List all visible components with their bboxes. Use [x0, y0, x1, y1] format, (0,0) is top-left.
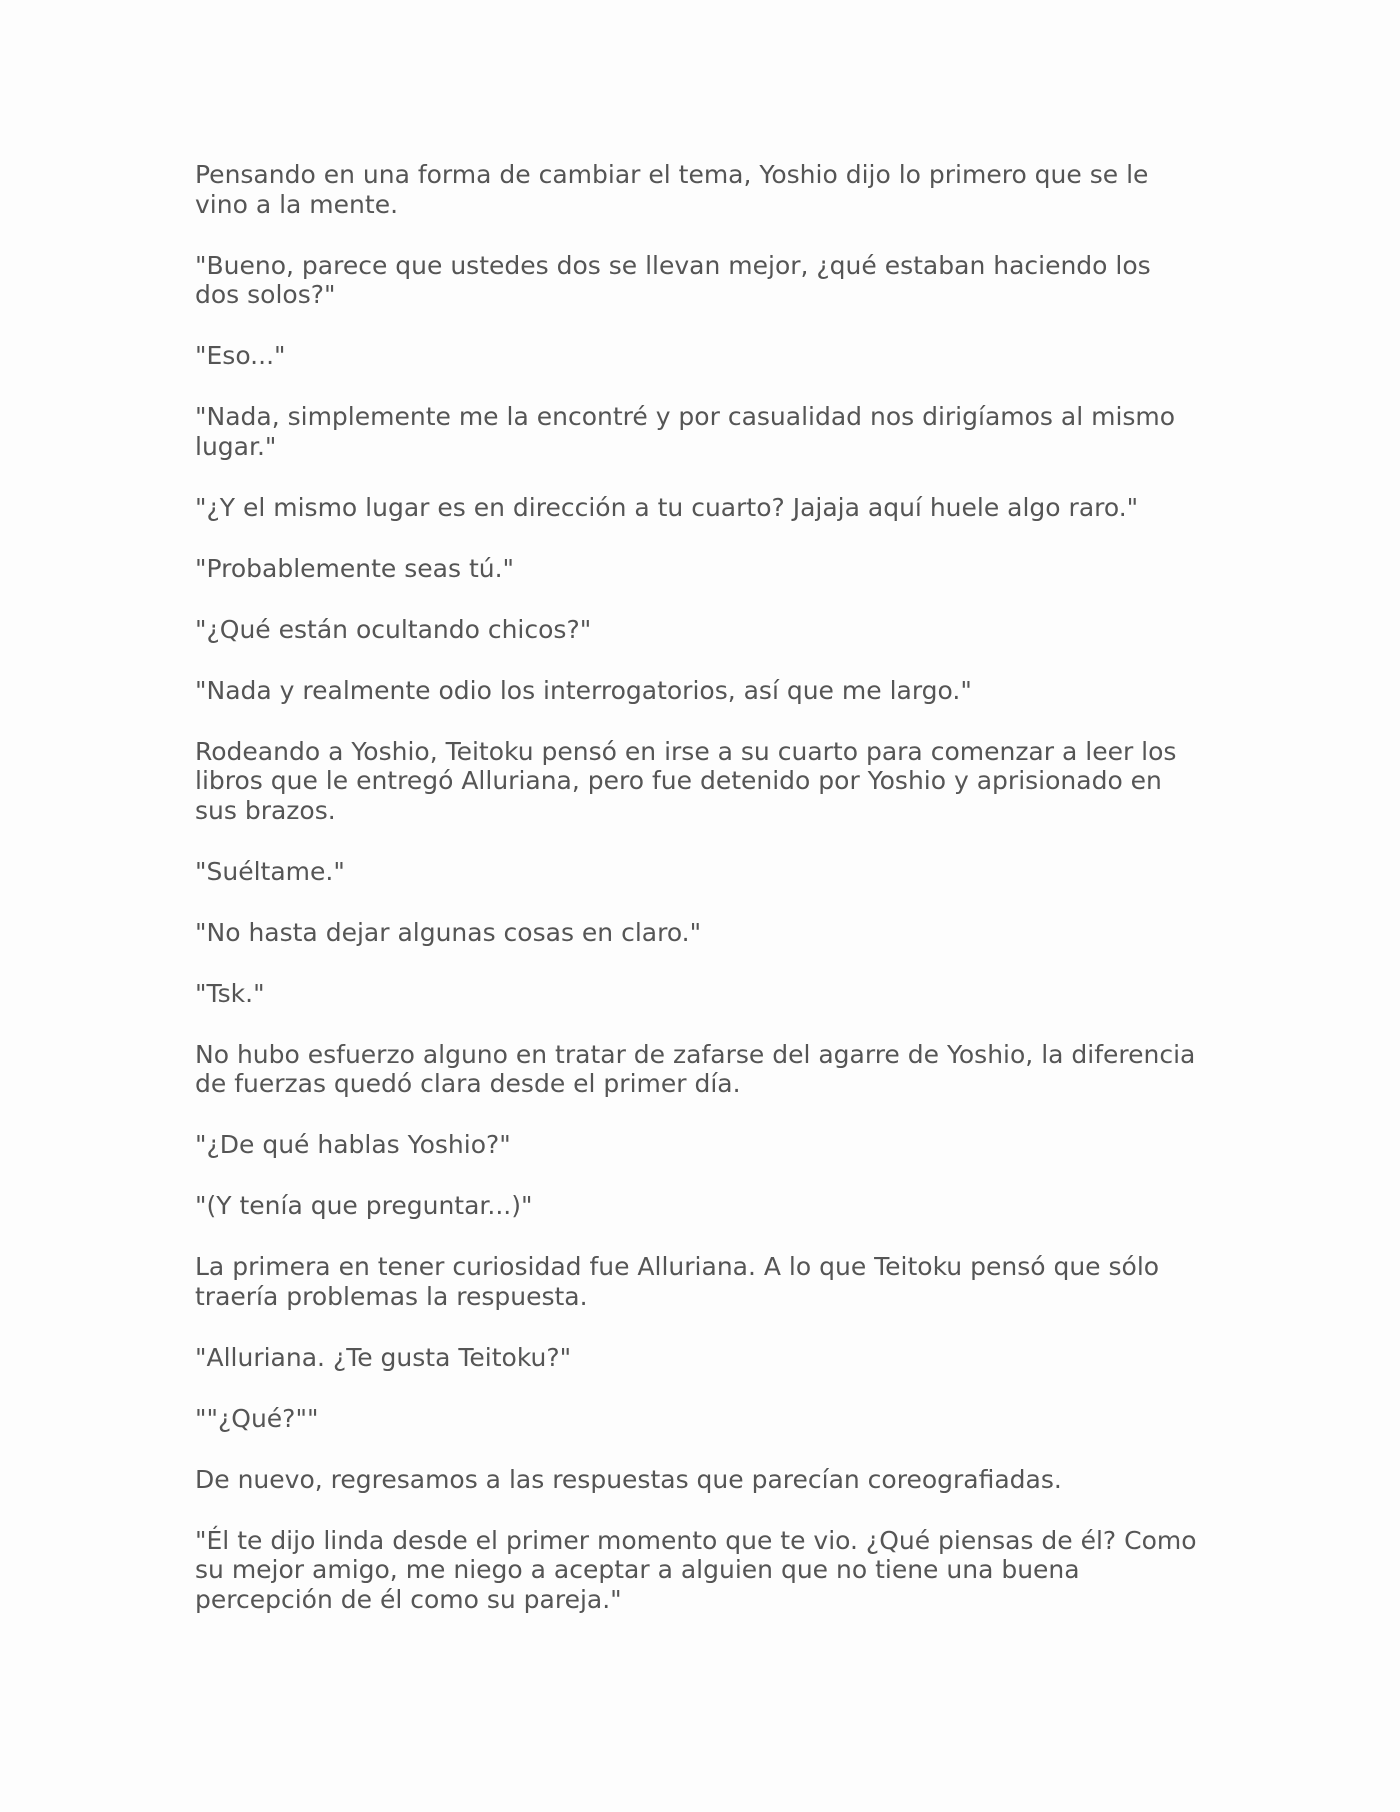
paragraph-line: de fuerzas quedó clara desde el primer día. [195, 1069, 741, 1098]
paragraph-line: "Suéltame." [195, 856, 345, 886]
paragraph-line: "Probablemente seas tú." [195, 553, 515, 583]
paragraph [195, 251, 1215, 310]
paragraph-line: percepción de él como su pareja." [195, 1584, 622, 1614]
paragraph [195, 979, 1215, 1009]
paragraph-line: lugar." [195, 431, 277, 461]
paragraph-line: "(Y tenía que preguntar...)" [195, 1191, 533, 1220]
paragraph-line: ""¿Qué?"" [195, 1403, 319, 1433]
paragraph [195, 737, 1215, 826]
paragraph-line: vino a la mente. [195, 189, 399, 219]
paragraph-line: sus brazos. [195, 795, 336, 825]
paragraph [195, 918, 1215, 948]
paragraph [195, 554, 1215, 584]
paragraph [195, 1252, 1215, 1311]
paragraph-line: La primera en tener curiosidad fue Alluriana. A lo que Teitoku pensó que sólo [195, 1252, 1160, 1281]
paragraph [195, 493, 1215, 523]
paragraph-line: "¿Y el mismo lugar es en dirección a tu cuarto? Jajaja aquí huele algo raro." [195, 492, 1139, 522]
paragraph [195, 1404, 1215, 1434]
paragraph-line: "¿De qué hablas Yoshio?" [195, 1130, 511, 1159]
paragraph-line: "Nada, simplemente me la encontré y por casualidad nos dirigíamos al mismo [195, 402, 1176, 431]
paragraph [195, 857, 1215, 887]
paragraph [195, 402, 1215, 461]
paragraph [195, 615, 1215, 645]
paragraph-line: libros que le entregó Alluriana, pero fue detenido por Yoshio y aprisionado en [195, 766, 1162, 795]
paragraph [195, 1526, 1215, 1615]
paragraph-line: De nuevo, regresamos a las respuestas que parecían coreografiadas. [195, 1464, 1062, 1494]
paragraph [195, 676, 1215, 706]
document-page [195, 160, 1215, 1646]
paragraph [195, 341, 1215, 371]
paragraph-line: "Nada y realmente odio los interrogatorios, así que me largo." [195, 675, 972, 705]
paragraph-line: dos solos?" [195, 280, 336, 309]
paragraph [195, 1191, 1215, 1221]
paragraph-line: "No hasta dejar algunas cosas en claro." [195, 917, 702, 947]
paragraph [195, 1040, 1215, 1099]
paragraph [195, 160, 1215, 219]
paragraph-line: "Él te dijo linda desde el primer momento que te vio. ¿Qué piensas de él? Como [195, 1525, 1197, 1555]
paragraph [195, 1130, 1215, 1160]
paragraph [195, 1343, 1215, 1373]
paragraph-line: Pensando en una forma de cambiar el tema, Yoshio dijo lo primero que se le [195, 160, 1149, 189]
paragraph-line: No hubo esfuerzo alguno en tratar de zafarse del agarre de Yoshio, la diferencia [195, 1039, 1196, 1069]
paragraph [195, 1465, 1215, 1495]
paragraph-line: "Tsk." [195, 978, 265, 1008]
paragraph-line: "¿Qué están ocultando chicos?" [195, 614, 592, 644]
paragraph-line: "Bueno, parece que ustedes dos se llevan mejor, ¿qué estaban haciendo los [195, 250, 1151, 280]
paragraph-line: su mejor amigo, me niego a aceptar a alguien que no tiene una buena [195, 1555, 1080, 1584]
paragraph-line: traería problemas la respuesta. [195, 1281, 588, 1311]
paragraph-line: "Eso..." [195, 341, 286, 370]
paragraph-line: "Alluriana. ¿Te gusta Teitoku?" [195, 1342, 572, 1372]
paragraph-line: Rodeando a Yoshio, Teitoku pensó en irse a su cuarto para comenzar a leer los [195, 736, 1177, 766]
